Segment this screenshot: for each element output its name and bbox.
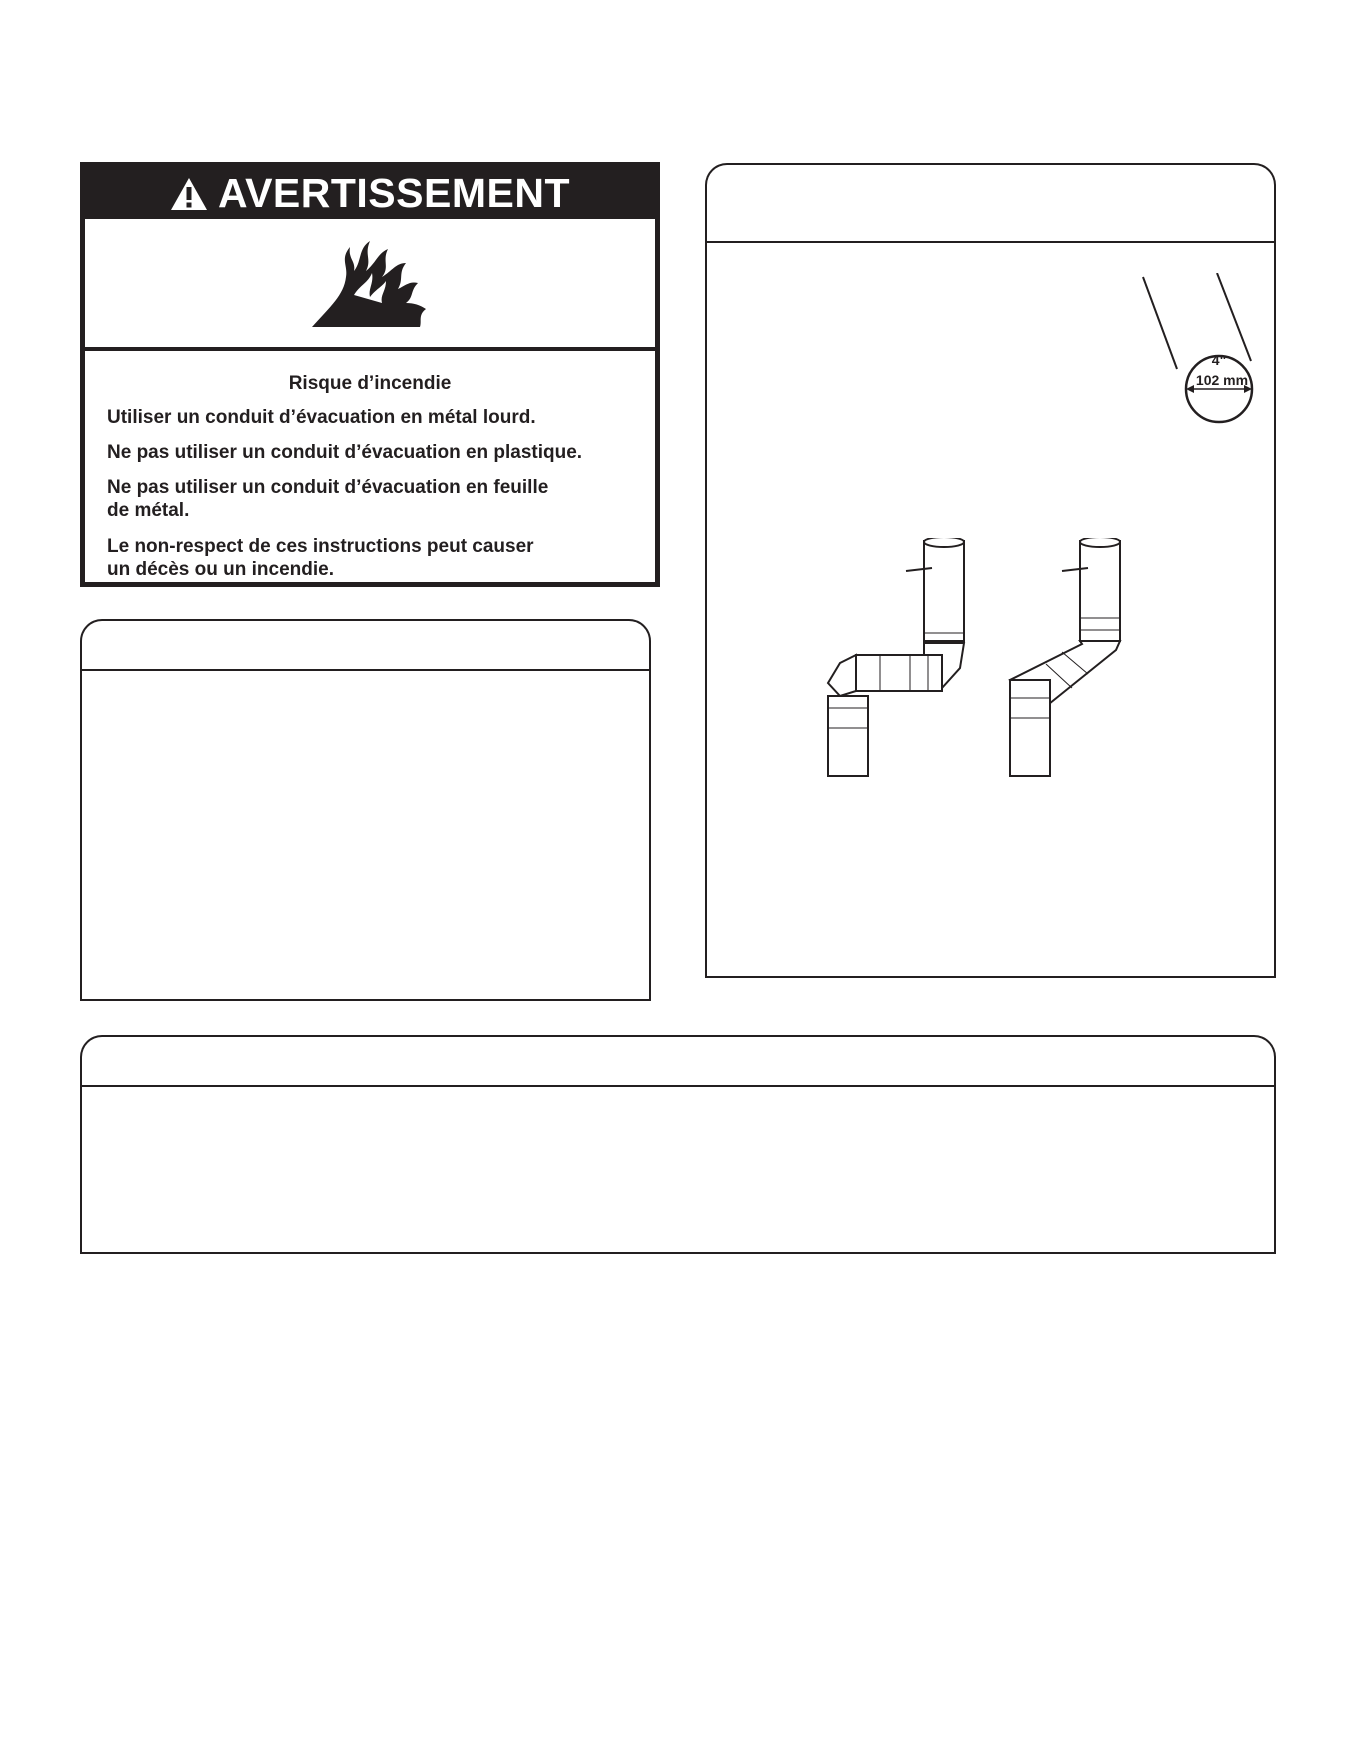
left-info-panel bbox=[80, 619, 651, 1001]
duct-offset-elbows-illustration bbox=[810, 538, 970, 788]
warning-label bbox=[80, 162, 660, 587]
warning-line: Ne pas utiliser un conduit d’évacuation en feuille bbox=[107, 477, 549, 498]
duct-diagram-panel bbox=[705, 163, 1276, 978]
diameter-mm: 102 mm bbox=[1195, 372, 1249, 388]
flame-icon bbox=[310, 237, 430, 329]
warning-line: de métal. bbox=[107, 500, 190, 521]
warning-heading: AVERTISSEMENT bbox=[218, 169, 570, 216]
warning-body bbox=[85, 351, 655, 582]
warning-line: Ne pas utiliser un conduit d’évacuation en plastique. bbox=[107, 442, 583, 463]
hazard-title: Risque d’incendie bbox=[288, 373, 452, 394]
warning-line: Utiliser un conduit d’évacuation en métal lourd. bbox=[107, 407, 536, 428]
flame-panel bbox=[85, 219, 655, 351]
warning-line: un décès ou un incendie. bbox=[107, 559, 334, 580]
bottom-info-panel bbox=[80, 1035, 1276, 1254]
duct-angled-illustration bbox=[1000, 538, 1160, 788]
warning-line: Le non-respect de ces instructions peut causer bbox=[107, 536, 534, 557]
warning-header bbox=[85, 167, 655, 219]
diameter-inches: 4" bbox=[1211, 352, 1227, 368]
warning-triangle-icon bbox=[170, 177, 208, 211]
